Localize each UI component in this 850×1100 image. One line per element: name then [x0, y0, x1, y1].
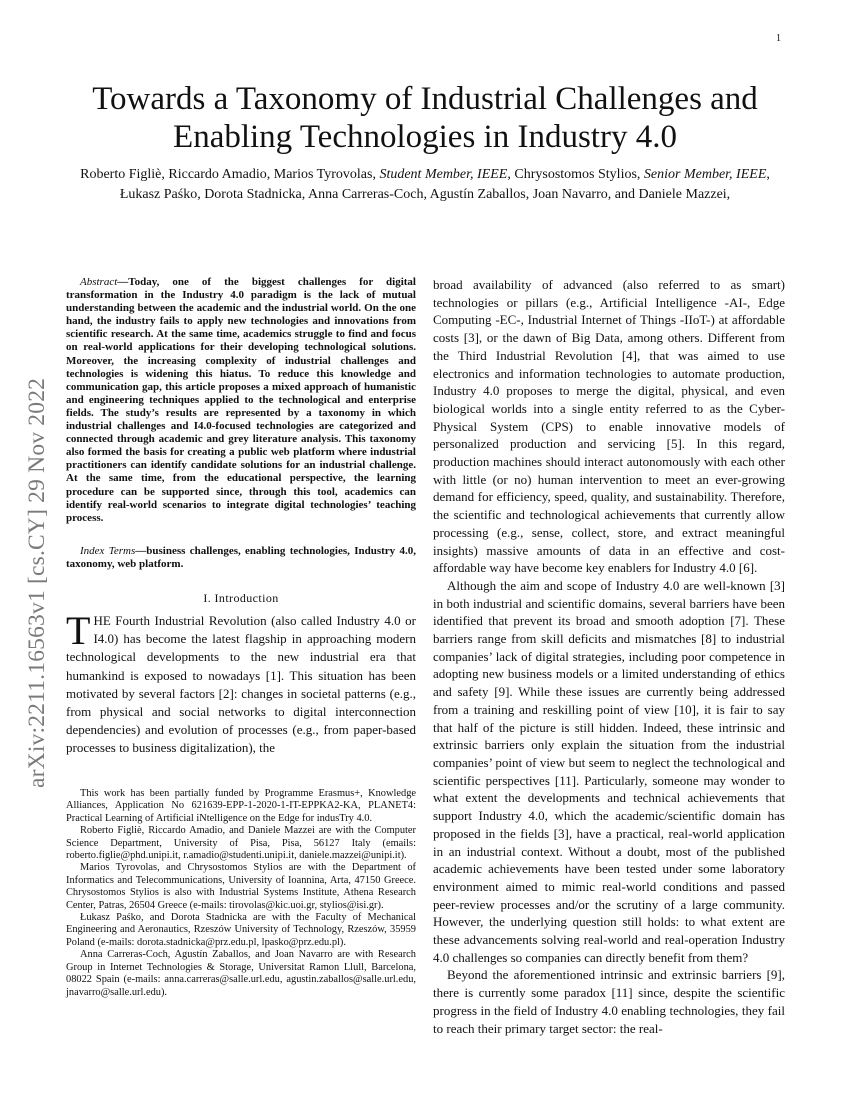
abstract-text: —Today, one of the biggest challenges for digital transformation in the Industry 4.0 paradigm is the lack of mutual understanding between the academic and the industrial world. On the one hand, the industry fails to apply new technologies and innovations from scientific research. At the same time, academics struggle to find and focus on real-world applications for their developing technological solutions. Moreover, the increasing complexity of industrial challenges and technologies is widening this hiatus. To reduce this knowledge and communication gap, this article proposes a mixed approach of humanistic and engineering techniques applied to the technological and enterprise fields. The study’s results are represented by a taxonomy in which industrial challenges and I4.0-focused technologies are categorized and connected through academic and grey literature analysis. This taxonomy also formed the basis for creating a public web platform where industrial practitioners can identify candidate solutions for an industrial challenge. At the same time, from the educational perspective, the learning procedure can be supported since, through this tool, academics can identify real-world scenarios to integrate digital technologies’ teaching process. [66, 276, 416, 524]
intro-lead-word: HE [93, 612, 111, 628]
paper-title: Towards a Taxonomy of Industrial Challenges and Enabling Technologies in Industry 4.0 [92, 81, 758, 155]
body-paragraph: Beyond the aforementioned intrinsic and extrinsic barriers [9], there is currently some paradox [11] since, despite the scientific progress in the field of Industry 4.0 enabling technologies, they fail to reach their primary target sector: the real- [433, 967, 785, 1036]
footnote-affiliation-ioannina: Marios Tyrovolas, and Chrysostomos Stylios are with the Department of Informatics and Telecommunications, University of Ioannina, Arta, 47150 Greece. Chrysostomos Stylios is also with Industrial Systems Institute, Athena Research Center, Patras, 26504 Greece (e-mails: tirovolas@kic.uoi.gr, stylios@isi.gr). [66, 862, 416, 911]
abstract [66, 276, 416, 525]
right-column [433, 276, 785, 1037]
footnote-funding: This work has been partially funded by Programme Erasmus+, Knowledge Alliances, Application No 621639-EPP-1-2020-1-IT-EPPKA2-KA, PLANET4: Practical Learning of Artificial iNtelligence on the Edge for indusTry 4.0. [66, 788, 416, 824]
author-role-2: Senior Member, IEEE [643, 167, 767, 182]
drop-cap: T [66, 607, 91, 653]
page-number: 1 [776, 33, 781, 44]
body-paragraph: Although the aim and scope of Industry 4.0 are well-known [3] in both industrial and scientific domains, several barriers have been identified that prevent its broad and smooth adoption [7]. These barriers range from skill deficits and mismatches [8] to industrial companies’ lack of digital strategies, including poor competence in adopting new business models or a limited understanding of ethics and safety [9]. While these issues are currently being addressed from a training and reskilling point of view [10], it is fair to say that half of the picture is still hidden. Indeed, these intrinsic and extrinsic barriers only explain the situation from the industrial companies’ point of view but seem to neglect the technological and scientific perspectives [11]. Particularly, someone may wonder to what extent the developments and technical achievements that support Industry 4.0, which the academic/scientific domain has proposed in the fields [3], have a practical, real-world application in an industrial context. Without a doubt, most of the published academic achievements have been tested under some laboratory environment aimed to mimic real-world conditions and passed peer-review processes and/or the scrutiny of a large community. However, the underlying question still holds: to what extent are these advancements solving real-world and real-operation Industry 4.0 challenges so companies can directly benefit from them? [433, 577, 785, 965]
author-list [80, 165, 770, 205]
index-terms-text: —business challenges, enabling technologies, Industry 4.0, taxonomy, web platform. [66, 544, 416, 570]
authors-part-1: Roberto Figliè, Riccardo Amadio, Marios Tyrovolas, [80, 167, 380, 182]
author-role-1: Student Member, IEEE [379, 167, 508, 182]
body-paragraph: broad availability of advanced (also referred to as smart) technologies or pillars (e.g., Artificial Intelligence -AI-, Edge Computing -EC-, Industrial Internet of Things -IIoT-) at affordable costs [3], or the dawn of Big Data, among others. Different from the Third Industrial Revolution [4], that was aimed to use electronics and information technologies to automate production, Industry 4.0 proposes to merge the digital, physical, and even biological worlds into a single entity referred to as the Cyber-Physical System (CPS) to enable innovative models of personalized production and servicing [5]. In this regard, production machines should interact autonomously with each other with little (or no) human intervention to meet an ever-growing demand for efficiency, speed, quality, and sustainability. Therefore, the scientific and technological achievements that currently allow processing (e.g., sense, collect, store, and extract meaningful insights) massive amounts of data in an effective and cost-affordable way have become key enablers for Industry 4.0 [6]. [433, 277, 785, 576]
intro-text: Fourth Industrial Revolution (also called Industry 4.0 or I4.0) has become the latest flagship in approaching modern technological developments to the new industrial era that humankind is exposed to nowadays [1]. This situation has been motivated by several factors [2]: changes in societal patterns (e.g., from physical and social networks to digital interconnection dependencies) and evolution of processes (e.g., from paper-based processes to business digitalization), the [66, 612, 416, 756]
arxiv-identifier-stamp: arXiv:2211.16563v1 [cs.CY] 29 Nov 2022 [24, 377, 50, 788]
footnotes [66, 788, 416, 999]
footnote-affiliation-rzeszow: Łukasz Paśko, and Dorota Stadnicka are with the Faculty of Mechanical Engineering and Aeronautics, Rzeszów University of Technology, Rzeszów, 35959 Poland (e-mails: dorota.stadnicka@prz.edu.pl, lpasko@prz.edu.pl). [66, 912, 416, 948]
footnote-affiliation-barcelona: Anna Carreras-Coch, Agustín Zaballos, and Joan Navarro are with Research Group in Internet Technologies & Storage, Universitat Ramon Llull, Barcelona, 08022 Spain (e-mails: anna.carreras@salle.url.edu, agustin.zaballos@salle.url.edu, jnavarro@salle.url.edu). [66, 949, 416, 998]
introduction-paragraph [66, 607, 416, 758]
footnote-affiliation-pisa: Roberto Figliè, Riccardo Amadio, and Daniele Mazzei are with the Computer Science Department, University of Pisa, Pisa, 56127 Italy (emails: roberto.figlie@phd.unipi.it, r.amadio@studenti.unipi.it, daniele.mazzei@unipi.it). [66, 825, 416, 862]
left-column [66, 276, 416, 758]
authors-part-2: , Chrysostomos Stylios, [507, 167, 644, 182]
index-terms [66, 545, 416, 571]
index-terms-label: Index Terms [80, 544, 136, 557]
abstract-label: Abstract [80, 276, 118, 288]
section-heading-introduction: I. Introduction [203, 590, 279, 605]
authors-part-3: , Łukasz Paśko, Dorota Stadnicka, Anna Carreras-Coch, Agustín Zaballos, Joan Navarro, and Daniele Mazzei, [119, 167, 770, 202]
